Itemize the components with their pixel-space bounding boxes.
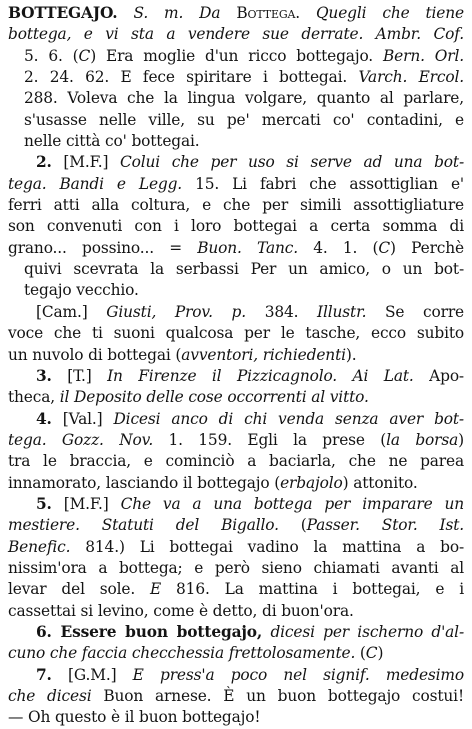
text-line	[8, 131, 464, 152]
text-run: voce che ti suoni qualcosa per le tasche, ecco subito	[8, 324, 464, 343]
text-run: ).	[345, 345, 357, 364]
text-run: ferri atti alla coltura, e che per simili assottigliature	[8, 196, 464, 215]
italic-text: Che va a una bottega per imparare un	[120, 494, 465, 513]
entry-heading: 4.	[36, 409, 52, 428]
italic-text: Passer. Stor. Ist.	[306, 516, 464, 535]
text-line	[8, 24, 464, 45]
italic-text: Dicesi anco di chi venda senza aver bot-	[113, 409, 464, 428]
text-line	[8, 323, 464, 344]
text-run: 384.	[246, 302, 318, 321]
text-run: — Oh questo è il buon bottegajo!	[8, 708, 261, 727]
italic-text: S. m. Da	[133, 4, 237, 22]
text-line	[8, 707, 464, 728]
text-line	[8, 195, 464, 216]
text-line	[8, 174, 464, 195]
italic-text: bottega, e vi sta a vendere sue derrate. Ambr. Cof.	[8, 25, 464, 44]
text-run: 15. Li fabri che assottiglian e'	[182, 174, 464, 193]
text-run: 1. 159. Egli la prese (	[153, 430, 387, 449]
entry-heading: 6. Essere buon bottegajo,	[36, 622, 263, 641]
italic-text: Benefic.	[8, 537, 71, 556]
entry-heading: BOTTEGAJO.	[8, 4, 118, 22]
text-run: s'usasse nelle ville, su pe' mercati co' contadini, e	[24, 110, 464, 129]
text-run: nissim'ora a bottega; e però sieno chiamati avanti al	[8, 558, 464, 577]
text-run: 816. La mattina i bottegai, e i	[161, 580, 464, 599]
italic-text: tega. Gozz. Nov.	[8, 430, 154, 449]
text-run: [T.]	[51, 366, 108, 385]
italic-text: C	[365, 644, 378, 663]
italic-text: il Deposito delle cose occorrenti al vitto.	[59, 388, 369, 407]
text-line	[8, 238, 464, 259]
text-run: quivi scevrata la serbassi Per un amico, o un bot-	[24, 260, 464, 279]
italic-text: che dicesi	[8, 687, 92, 705]
text-run: ) attonito.	[342, 473, 418, 492]
text-run: grano... possino... =	[8, 238, 198, 257]
text-line	[8, 67, 464, 88]
text-run: nelle città co' bottegai.	[24, 132, 200, 151]
text-line	[8, 302, 464, 323]
text-run: son convenuti con i loro bottegai a certa somma di	[8, 217, 464, 236]
text-run: )	[377, 644, 384, 663]
text-run: 2. 24. 62. E fece spiritare i bottegai.	[24, 68, 359, 87]
text-run: 5. 6. (	[24, 46, 79, 65]
italic-text: E press'a poco nel signif. medesimo	[132, 665, 464, 684]
text-run: levar del sole.	[8, 580, 151, 599]
italic-text: C	[378, 238, 390, 257]
italic-text: Quegli che tiene	[315, 4, 464, 22]
text-line	[8, 515, 464, 536]
text-line	[8, 366, 464, 387]
text-line	[8, 643, 464, 664]
text-line	[8, 152, 464, 173]
italic-text: Bern. Orl.	[383, 46, 464, 65]
italic-text: tega. Bandi e Legg.	[8, 174, 183, 193]
text-run: ) Perchè	[390, 238, 464, 257]
text-line	[8, 3, 464, 24]
text-run: cassettai si levino, come è detto, di buon'ora.	[8, 601, 354, 620]
text-run: Se corre	[366, 302, 464, 321]
italic-text: Colui che per uso si serve ad una bot-	[120, 153, 464, 172]
italic-text: Illustr.	[317, 302, 367, 321]
italic-text: C	[78, 46, 91, 65]
text-run: ) Era moglie d'un ricco bottegajo.	[90, 46, 384, 65]
text-line	[8, 110, 464, 131]
text-line	[8, 537, 464, 558]
text-line	[8, 494, 464, 515]
italic-text: dicesi per ischerno d'al-	[270, 622, 465, 641]
text-line	[8, 216, 464, 237]
text-line	[8, 558, 464, 579]
entry-heading: 2.	[36, 153, 52, 172]
text-line	[8, 345, 464, 366]
text-line	[8, 579, 464, 600]
text-line	[8, 409, 464, 430]
text-line	[8, 686, 464, 707]
italic-text: E	[150, 580, 162, 599]
text-run: [G.M.]	[51, 665, 133, 684]
text-run: (	[278, 516, 307, 535]
italic-text: erbajolo	[280, 473, 343, 492]
text-line	[8, 451, 464, 472]
text-line	[8, 88, 464, 109]
italic-text: In Firenze il Pizzicagnolo. Ai Lat.	[107, 366, 414, 385]
italic-text: Giusti, Prov. p.	[106, 302, 247, 321]
text-line	[8, 387, 464, 408]
text-run: Buon arnese. È un buon bottegajo costui!	[91, 687, 464, 705]
text-run: [Val.]	[51, 409, 114, 428]
italic-text: cuno che faccia checchessia frettolosamente.	[8, 644, 356, 663]
text-run: 288. Voleva che la lingua volgare, quanto al parlare,	[24, 89, 464, 108]
text-line	[8, 601, 464, 622]
text-line	[8, 430, 464, 451]
text-run: un nuvolo di bottegai (	[8, 345, 182, 364]
text-run: [Cam.]	[36, 302, 107, 321]
text-line	[8, 665, 464, 686]
text-run	[118, 4, 134, 22]
text-run: 814.) Li bottegai vadino la mattina a bo-	[70, 537, 464, 556]
italic-text: Varch. Ercol.	[358, 68, 464, 87]
text-run: )	[458, 430, 465, 449]
text-line	[8, 259, 464, 280]
text-line	[8, 280, 464, 301]
text-run: [M.F.]	[51, 153, 120, 172]
text-line	[8, 622, 464, 643]
text-run: tegajo vecchio.	[24, 281, 139, 300]
italic-text: Buon. Tanc.	[197, 238, 298, 257]
text-run: [M.F.]	[51, 494, 121, 513]
text-line	[8, 473, 464, 494]
text-run: theca,	[8, 388, 60, 407]
text-run: .	[295, 4, 316, 22]
italic-text: avventori, richiedenti	[181, 345, 346, 364]
italic-text: la borsa	[386, 430, 459, 449]
text-run: (	[355, 644, 366, 663]
text-run: innamorato, lasciando il bottegajo (	[8, 473, 281, 492]
entry-heading: 3.	[36, 366, 52, 385]
italic-text: mestiere. Statuti del Bigallo.	[8, 516, 279, 535]
text-line	[8, 46, 464, 67]
entry-heading: 7.	[36, 665, 52, 684]
text-run: tra le braccia, e cominciò a baciarla, che ne parea	[8, 452, 464, 471]
text-run: 4. 1. (	[297, 238, 379, 257]
text-run: Bottega	[236, 4, 296, 22]
text-run: Apo-	[413, 366, 464, 385]
entry-heading: 5.	[36, 494, 52, 513]
